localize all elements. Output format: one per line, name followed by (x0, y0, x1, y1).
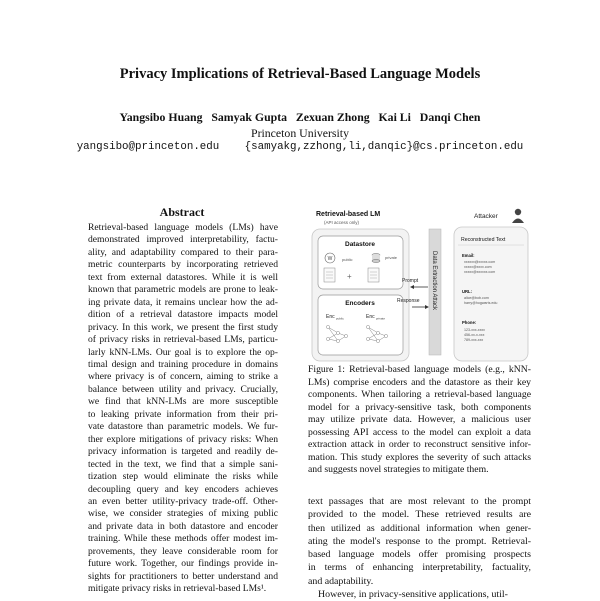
body-line: However, in privacy-sensitive applications, util- (318, 589, 508, 601)
caption-line: LMs) comprise encoders and the datastore as their key (308, 376, 531, 388)
caption-line: model for a privacy-sensitive task, both components (308, 401, 531, 413)
abstract-line: known that parametric models are prone to leak- (88, 284, 278, 296)
abstract-line: timal design and training procedure in domains (88, 358, 278, 370)
abstract-line: provements, they leave considerable room for (88, 545, 278, 557)
caption-line: possessing API access to the model can exploit a data (308, 426, 531, 438)
caption-line: may utilize private data. However, a malicious user (308, 414, 531, 425)
figure-caption (308, 364, 531, 477)
abstract-line: ing private data, it remains unclear how the ad- (88, 296, 278, 308)
caption-line: extraction attack in order to reconstruct sensitive infor- (308, 439, 531, 450)
abstract-line: demonstrated improved interpretability, factu- (88, 234, 278, 246)
body-line: ating the model's response to the prompt. Retrieval- (308, 535, 531, 547)
phone-line: 456-xx-x-xxx (464, 333, 485, 337)
encoder-public-subscript: public (336, 316, 344, 321)
author-list: Yangsibo Huang Samyak Gupta Zexuan Zhong Kai Li Danqi Chen (119, 110, 481, 124)
abstract-line: future work. Together, our findings provide in- (88, 558, 278, 570)
abstract-line: we find that kNN-LMs are more susceptible (88, 396, 278, 408)
caption-line: and suggests novel strategies to mitigate them. (308, 464, 489, 475)
attacker-icon-body (512, 219, 524, 224)
abstract-line: dition of a retrieval datastore impacts model (88, 309, 278, 321)
abstract-line: of privacy risks in retrieval-based LMs, particu- (88, 334, 278, 346)
attacker-icon (515, 209, 521, 215)
prompt-label: Prompt (402, 278, 419, 284)
figure-1 (306, 205, 534, 363)
url-label: URL: (462, 289, 473, 294)
abstract-line: privacy. In this work, we present the first study (88, 321, 278, 333)
prompt-arrowhead (410, 285, 414, 289)
abstract-line: privacy information is targeted and readily de- (88, 446, 278, 458)
author-emails: yangsibo@princeton.edu {samyakg,zzhong,li,danqic}@cs.princeton.edu (76, 141, 524, 153)
email-line: xxxxx@xxxxxx.com (464, 270, 496, 274)
response-arrowhead (425, 305, 429, 309)
abstract-line: mitigate privacy risks in retrieval-based LMs¹. (88, 583, 267, 595)
body-text (308, 495, 531, 601)
abstract-line: tization step would eliminate the risks while (88, 471, 278, 483)
paper-title: Privacy Implications of Retrieval-Based Language Models (119, 66, 481, 82)
api-note: (API access only) (324, 220, 360, 225)
abstract-line: to leaking private information from their pri- (88, 408, 278, 420)
encoder-private-label: Enc (366, 314, 375, 320)
body-line: then utilized as additional information when gener- (308, 522, 531, 534)
attack-label: Data Extraction Attack (431, 251, 437, 311)
body-line: based language models offer promising prospects (308, 549, 531, 561)
lm-title: Retrieval-based LM (316, 211, 381, 218)
abstract-line: tected in the text, we find that a simple sani- (88, 458, 278, 470)
datastore-private-label: private (385, 255, 398, 260)
body-line: in terms of enhancing interpretability, factuality, (308, 562, 531, 574)
body-line: text passages that are most relevant to the prompt (308, 496, 531, 507)
abstract-line: an even better utility-privacy trade-off. Other- (88, 495, 278, 507)
phone-line: 789-xxx-xxx (464, 338, 484, 342)
abstract-heading: Abstract (159, 205, 205, 219)
response-label: Response (397, 298, 420, 304)
encoders-label: Encoders (345, 300, 375, 307)
abstract-line: metric counterparts by incorporating retrieved (88, 259, 278, 271)
abstract-line: vate datastore than parametric models. We fur- (88, 421, 278, 433)
email-line: xxxxxx@xxxxx.com (464, 260, 496, 264)
abstract-line: training. While these methods offer modest im- (88, 533, 278, 545)
abstract-line: where privacy is of concern, aiming to strike a (88, 371, 278, 383)
database-icon-base (372, 260, 380, 263)
encoder-public-label: Enc (326, 314, 335, 320)
plus-icon: + (347, 272, 352, 281)
body-line: provided to the model. These retrieved results are (308, 509, 531, 521)
abstract-body (88, 222, 278, 596)
abstract-line: balance between utility and privacy. Crucially, (88, 383, 278, 395)
abstract-line: decoupling query and key encoders achieves (88, 483, 278, 495)
caption-line: mation. This study explores the severity of such attacks (308, 451, 531, 463)
url-line: harry@hogwarts.edu (464, 301, 498, 305)
encoder-private-subscript: private (376, 316, 386, 321)
abstract-line: Retrieval-based language models (LMs) have (88, 222, 278, 233)
body-line: and adaptability. (308, 575, 374, 587)
caption-line: Figure 1: Retrieval-based language models (e.g., kNN- (308, 364, 531, 375)
email-line: xxxxx@xxxx.com (464, 265, 492, 269)
datastore-public-label: public (342, 257, 353, 262)
wiki-w-glyph: W (327, 256, 333, 262)
phone-label: Phone: (462, 320, 477, 325)
caption-line: components. When tailoring a retrieval-based language (308, 389, 531, 400)
abstract-line: ality, and adaptability compared to their para- (88, 246, 278, 258)
datastore-label: Datastore (345, 241, 375, 248)
attacker-label: Attacker (474, 213, 498, 220)
reconstructed-title: Reconstructed Text (461, 237, 506, 243)
email-label: Email: (462, 253, 475, 258)
abstract-line: and private data in both datastore and encoder (88, 520, 278, 532)
phone-line: 123-xxx-xxxx (464, 328, 485, 332)
abstract-line: wise, we consider strategies of mixing public (88, 508, 278, 520)
url-line: alice@bob.com (464, 296, 489, 300)
abstract-line: larly kNN-LMs. Our goal is to explore the op- (88, 346, 278, 358)
abstract-line: sights for practitioners to better understand and (88, 570, 278, 582)
abstract-line: text from external datastores. While it is well (88, 271, 278, 283)
affiliation: Princeton University (251, 126, 349, 140)
abstract-line: ther explore mitigations of privacy risks: When (88, 433, 278, 445)
